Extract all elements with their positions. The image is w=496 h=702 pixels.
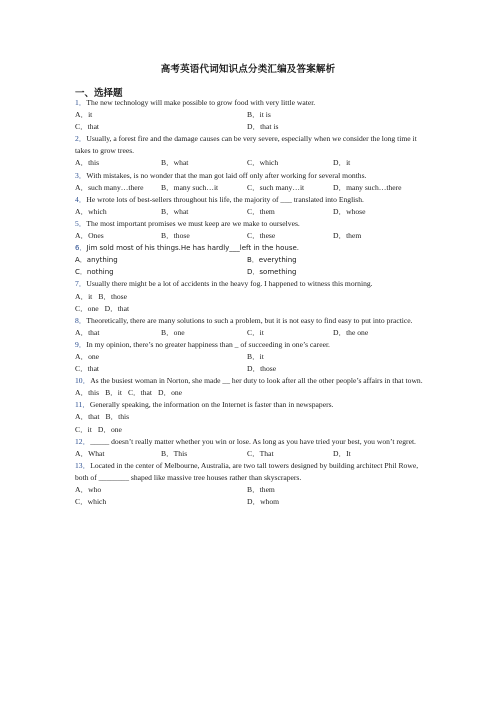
question-item	[75, 133, 423, 169]
answer-option[interactable]: B．this	[105, 412, 130, 422]
question-number: 10．	[75, 376, 91, 386]
answer-option[interactable]: A．that	[75, 327, 100, 337]
answer-option[interactable]: B．it is	[247, 110, 271, 120]
question-stem	[75, 133, 423, 157]
options-row	[75, 266, 423, 278]
answer-option[interactable]: C．it	[75, 424, 92, 434]
answer-option[interactable]: D．those	[247, 364, 277, 374]
question-item	[75, 194, 423, 218]
question-text: In my opinion, there’s no greater happiness than _ of succeeding in one’s career.	[86, 339, 330, 349]
answer-option[interactable]: A．that	[75, 412, 100, 422]
question-text: Generally speaking, the information on the Internet is faster than in newspapers.	[89, 400, 334, 410]
question-text: Usually, a forest fire and the damage causes can be very severe, especially when we consider the long time it takes to grow trees.	[75, 134, 417, 156]
question-number: 7．	[75, 279, 87, 289]
options-row	[75, 303, 423, 315]
options-row	[75, 363, 423, 375]
answer-option[interactable]: C．it	[247, 327, 264, 337]
document-title: 高考英语代词知识点分类汇编及答案解析	[160, 65, 336, 75]
question-text: Jim sold most of his things.He has hardly___left in the house.	[86, 244, 300, 253]
answer-option[interactable]: B．This	[161, 448, 188, 458]
question-item	[75, 218, 423, 242]
options-row	[75, 496, 423, 508]
answer-option[interactable]: C．that	[127, 388, 152, 398]
question-text: With mistakes, is no wonder that the man got laid off only after working for several months.	[86, 170, 367, 180]
answer-option[interactable]: C．that	[75, 122, 100, 132]
answer-option[interactable]: D．something	[247, 268, 297, 277]
answer-option[interactable]: A．who	[75, 485, 102, 494]
question-stem	[75, 399, 423, 411]
answer-option[interactable]: C．these	[247, 231, 276, 241]
answer-option[interactable]: A．this	[75, 158, 100, 168]
options-row	[75, 411, 423, 423]
question-stem	[75, 315, 423, 327]
answer-option[interactable]: D．it	[333, 158, 351, 168]
answer-option[interactable]: B．what	[161, 206, 189, 216]
answer-option[interactable]: B．those	[161, 231, 190, 241]
question-text: Usually there might be a lot of accidents in the heavy fog. I happened to witness this morning.	[86, 279, 373, 289]
question-stem	[75, 242, 423, 254]
question-text: _____ doesn’t really matter whether you win or lose. As long as you have tried your best, you won’t regret.	[90, 436, 416, 446]
answer-option[interactable]: D．them	[333, 231, 362, 241]
answer-option[interactable]: C．such many…it	[247, 182, 305, 192]
question-item	[75, 375, 423, 399]
question-text: The most important promises we must keep are we make to ourselves.	[86, 218, 300, 228]
question-item	[75, 170, 423, 194]
question-list	[75, 97, 423, 508]
options-row	[75, 254, 423, 266]
question-item	[75, 399, 423, 435]
options-row	[75, 351, 423, 363]
answer-option[interactable]: B．everything	[247, 256, 297, 265]
answer-option[interactable]: D．whom	[247, 497, 280, 507]
options-row	[75, 157, 423, 169]
question-stem	[75, 278, 423, 290]
question-stem	[75, 436, 423, 448]
question-number: 1．	[75, 98, 87, 107]
question-text: The new technology will make possible to grow food with very little water.	[86, 98, 316, 107]
answer-option[interactable]: C．one	[75, 303, 99, 313]
question-number: 2．	[75, 134, 87, 144]
answer-option[interactable]: B．many such…it	[161, 182, 219, 192]
answer-option[interactable]: A．which	[75, 206, 107, 216]
answer-option[interactable]: A．this	[75, 388, 100, 398]
question-stem	[75, 375, 423, 387]
answer-option[interactable]: B．them	[247, 485, 275, 494]
options-row	[75, 424, 423, 436]
question-number: 3．	[75, 170, 87, 180]
answer-option[interactable]: A．one	[75, 351, 100, 361]
options-row	[75, 448, 423, 460]
options-row	[75, 230, 423, 242]
answer-option[interactable]: B．it	[105, 388, 122, 398]
answer-option[interactable]: B．one	[161, 327, 185, 337]
question-stem	[75, 194, 423, 206]
answer-option[interactable]: C．them	[247, 206, 275, 216]
question-stem	[75, 170, 423, 182]
answer-option[interactable]: B．what	[161, 158, 189, 168]
answer-option[interactable]: A．Ones	[75, 231, 104, 241]
question-item	[75, 460, 423, 508]
options-row	[75, 109, 423, 121]
options-row	[75, 182, 423, 194]
question-stem	[75, 339, 423, 351]
options-row	[75, 484, 423, 496]
answer-option[interactable]: B．those	[98, 291, 128, 301]
question-text: As the busiest woman in Norton, she made __ her duty to look after all the other people’s affairs in that town.	[90, 376, 423, 386]
answer-option[interactable]: C．which	[247, 158, 279, 168]
answer-option[interactable]: C．nothing	[75, 268, 114, 277]
answer-option[interactable]: A．it	[75, 110, 93, 120]
options-row	[75, 206, 423, 218]
answer-option[interactable]: C．which	[75, 497, 107, 507]
options-row	[75, 121, 423, 133]
options-row	[75, 291, 423, 303]
options-row	[75, 327, 423, 339]
answer-option[interactable]: B．it	[247, 351, 264, 361]
answer-option[interactable]: D．whose	[333, 206, 366, 216]
answer-option[interactable]: A．it	[75, 291, 93, 301]
question-number: 9．	[75, 339, 87, 349]
question-stem	[75, 97, 423, 109]
question-number: 5．	[75, 218, 87, 228]
question-item	[75, 339, 423, 375]
answer-option[interactable]: C．that	[75, 364, 100, 374]
question-number: 12．	[75, 436, 91, 446]
question-number: 11．	[75, 400, 90, 410]
question-number: 8．	[75, 315, 87, 325]
options-row	[75, 387, 423, 399]
question-text: Located in the center of Melbourne, Australia, are two tall towers designed by building architect Phil Rowe, both of ________ shaped like massive tree houses rather than skyscrapers.	[75, 460, 419, 482]
question-stem	[75, 460, 423, 484]
answer-option[interactable]: A．anything	[75, 256, 118, 265]
answer-option[interactable]: D．the one	[333, 327, 369, 337]
question-item	[75, 242, 423, 278]
question-text: Theoretically, there are many solutions to such a problem, but it is not easy to find easy to put into practice.	[86, 315, 413, 325]
answer-option[interactable]: C．That	[247, 448, 274, 458]
answer-option[interactable]: D．one	[97, 424, 122, 434]
question-stem	[75, 218, 423, 230]
answer-option[interactable]: D．that	[104, 303, 130, 313]
question-item	[75, 97, 423, 133]
question-item	[75, 278, 423, 314]
question-number: 13．	[75, 460, 91, 470]
answer-option[interactable]: A．What	[75, 448, 105, 458]
question-number: 6．	[75, 244, 87, 253]
question-number: 4．	[75, 194, 87, 204]
answer-option[interactable]: D．many such…there	[333, 182, 402, 192]
question-text: He wrote lots of best-sellers throughout his life, the majority of ___ translated into English.	[86, 194, 364, 204]
answer-option[interactable]: D．It	[333, 448, 351, 458]
answer-option[interactable]: D．one	[158, 388, 183, 398]
answer-option[interactable]: D．that is	[247, 122, 279, 132]
section-heading: 一、选择题	[75, 89, 123, 99]
question-item	[75, 315, 423, 339]
question-item	[75, 436, 423, 460]
answer-option[interactable]: A．such many…there	[75, 182, 144, 192]
